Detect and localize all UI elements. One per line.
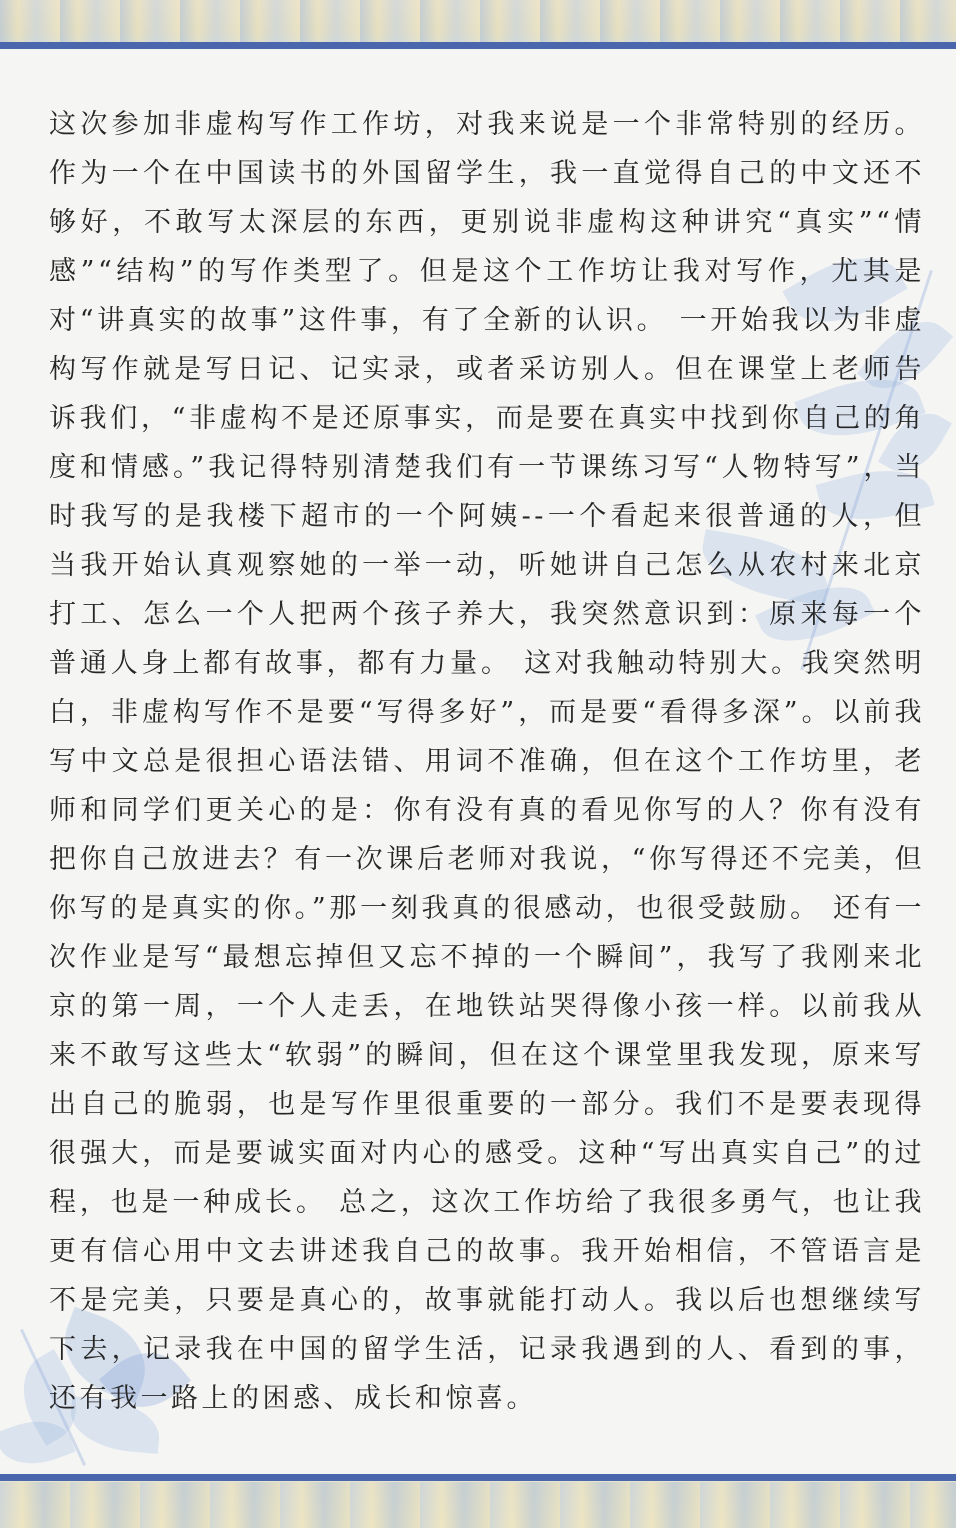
top-watercolor-band <box>0 0 956 46</box>
top-frame-bar <box>0 42 956 49</box>
essay-paragraph: 这次参加非虚构写作工作坊，对我来说是一个非常特别的经历。作为一个在中国读书的外国留学生，我一直觉得自己的中文还不够好，不敢写太深层的东西，更别说非虚构这种讲究“真实”“情感”“结构”的写作类型了。但是这个工作坊让我对写作，尤其是对“讲真实的故事”这件事，有了全新的认识。 一开始我以为非虚构写作就是写日记、记实录，或者采访别人。但在课堂上老师告诉我们，“非虚构不是还原事实，而是要在真实中找到你自己的角度和情感。”我记得特别清楚我们有一节课练习写“人物特写”，当时我写的是我楼下超市的一个阿姨--一个看起来很普通的人，但当我开始认真观察她的一举一动，听她讲自己怎么从农村来北京打工、怎么一个人把两个孩子养大，我突然意识到：原来每一个普通人身上都有故事，都有力量。 这对我触动特别大。我突然明白，非虚构写作不是要“写得多好”，而是要“看得多深”。以前我写中文总是很担心语法错、用词不准确，但在这个工作坊里，老师和同学们更关心的是：你有没有真的看见你写的人？你有没有把你自己放进去？有一次课后老师对我说，“你写得还不完美，但你写的是真实的你。”那一刻我真的很感动，也很受鼓励。 还有一次作业是写“最想忘掉但又忘不掉的一个瞬间”，我写了我刚来北京的第一周，一个人走丢，在地铁站哭得像小孩一样。以前我从来不敢写这些太“软弱”的瞬间，但在这个课堂里我发现，原来写出自己的脆弱，也是写作里很重要的一部分。我们不是要表现得很强大，而是要诚实面对内心的感受。这种“写出真实自己”的过程，也是一种成长。 总之，这次工作坊给了我很多勇气，也让我更有信心用中文去讲述我自己的故事。我开始相信，不管语言是不是完美，只要是真心的，故事就能打动人。我以后也想继续写下去，记录我在中国的留学生活，记录我遇到的人、看到的事，还有我一路上的困惑、成长和惊喜。 <box>49 109 925 1414</box>
bottom-frame-bar <box>0 1474 956 1481</box>
essay-text <box>49 100 925 1423</box>
bottom-watercolor-band <box>0 1482 956 1528</box>
